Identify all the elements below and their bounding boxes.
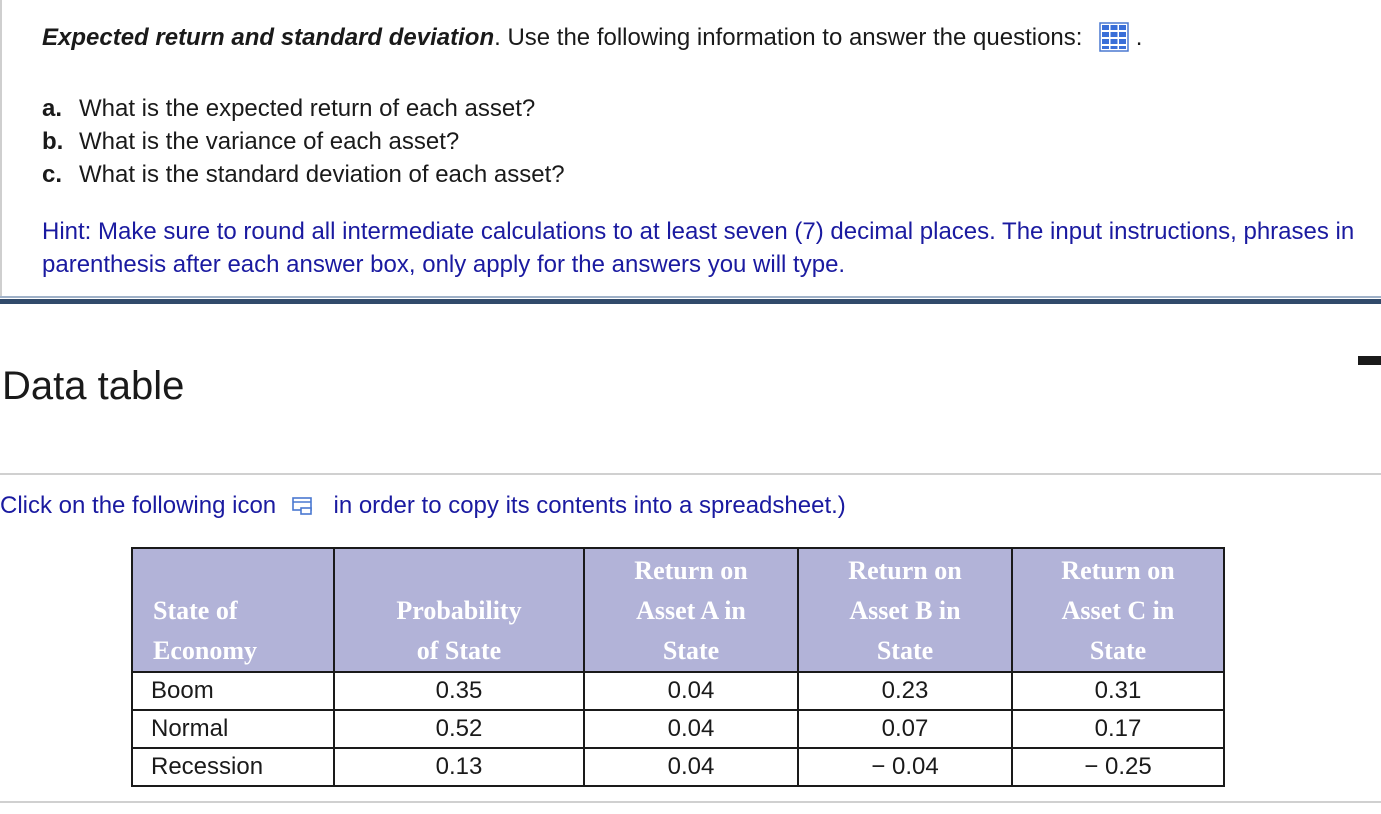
header-asset-b: [798, 548, 1012, 672]
cell-asset-a: 0.04: [584, 748, 798, 786]
table-header-row: [132, 548, 1224, 672]
question-letter: c.: [42, 161, 63, 188]
data-table-title: Data table: [2, 364, 185, 408]
copy-to-spreadsheet-icon[interactable]: [291, 496, 317, 518]
table-grid-icon[interactable]: [1099, 22, 1129, 52]
cell-probability: 0.52: [334, 710, 584, 748]
cell-asset-c: − 0.25: [1012, 748, 1224, 786]
header-line: State: [662, 636, 720, 665]
header-line: Asset A in: [636, 596, 746, 625]
copy-instruction-suffix: in order to copy its contents into a spreadsheet.): [333, 492, 846, 519]
copy-instruction: [0, 491, 846, 521]
cell-asset-b: 0.07: [798, 710, 1012, 748]
cell-asset-b: − 0.04: [798, 748, 1012, 786]
question-text: What is the standard deviation of each asset?: [79, 161, 565, 188]
header-line: State: [876, 636, 934, 665]
section-divider: [0, 296, 1381, 304]
question-list: [42, 92, 565, 191]
header-line: Return on: [1061, 556, 1175, 585]
question-title-rest: . Use the following information to answer the questions:: [494, 24, 1083, 51]
table-row: [132, 748, 1224, 786]
header-asset-a: [584, 548, 798, 672]
cell-state: Recession: [132, 748, 334, 786]
header-line: Asset B in: [849, 596, 961, 625]
cell-asset-c: 0.17: [1012, 710, 1224, 748]
question-item-b: [42, 125, 565, 158]
cell-state: Boom: [132, 672, 334, 710]
question-text: What is the expected return of each asset?: [79, 95, 536, 122]
cell-probability: 0.13: [334, 748, 584, 786]
header-line: State of: [153, 596, 238, 625]
question-title-end: .: [1135, 24, 1143, 51]
hint-text: Hint: Make sure to round all intermediate calculations to at least seven (7) decimal places. The input instructions, phrases in parenthesis after each answer box, only apply for the answers you will type.: [42, 218, 1355, 278]
header-line: Probability: [396, 596, 522, 625]
data-table: [131, 547, 1225, 787]
question-text: What is the variance of each asset?: [79, 128, 460, 155]
header-asset-c: [1012, 548, 1224, 672]
cell-asset-c: 0.31: [1012, 672, 1224, 710]
copy-instruction-prefix: Click on the following icon: [0, 492, 277, 519]
cell-asset-a: 0.04: [584, 710, 798, 748]
table-row: [132, 672, 1224, 710]
header-probability: [334, 548, 584, 672]
question-letter: b.: [42, 128, 64, 155]
header-line: Return on: [634, 556, 748, 585]
cell-probability: 0.35: [334, 672, 584, 710]
question-item-c: [42, 158, 565, 191]
table-row: [132, 710, 1224, 748]
question-panel: [0, 0, 1381, 296]
header-state: [132, 548, 334, 672]
cell-state: Normal: [132, 710, 334, 748]
question-letter: a.: [42, 95, 63, 122]
minimize-icon[interactable]: [1358, 356, 1381, 365]
header-line: of State: [416, 636, 502, 665]
question-title-bold: Expected return and standard deviation: [42, 24, 495, 51]
header-line: State: [1089, 636, 1147, 665]
cell-asset-b: 0.23: [798, 672, 1012, 710]
question-title: [42, 22, 1142, 54]
cell-asset-a: 0.04: [584, 672, 798, 710]
header-line: Economy: [153, 636, 257, 665]
data-table-panel: [0, 473, 1381, 803]
header-line: Return on: [848, 556, 962, 585]
question-item-a: [42, 92, 565, 125]
header-line: Asset C in: [1061, 596, 1175, 625]
